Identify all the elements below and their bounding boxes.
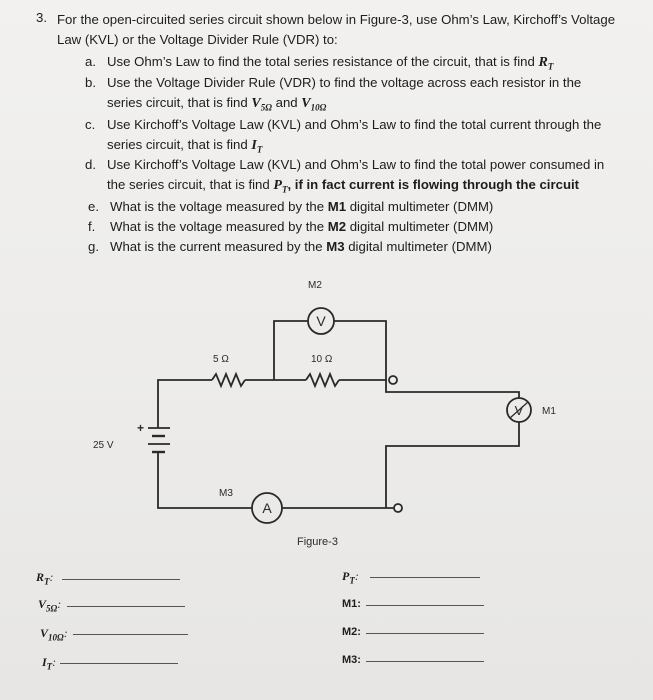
answer-subscript: T [44,576,50,587]
answer-symbol: R [36,570,45,584]
item-text: Use Ohm’s Law to find the total series resistance of the circuit, that is find [107,54,539,69]
answer-m1: M1: [342,598,361,610]
answer-line-m1[interactable] [366,605,484,606]
m2-label: M2 [308,280,322,291]
terminal-bottom [394,504,402,512]
item-label: g. [88,239,99,254]
answer-subscript: T [46,661,53,672]
m2-wire-right [334,321,386,380]
m1-symbol: V [514,403,524,418]
symbol-subscript: T [281,184,288,195]
answer-subscript: T [349,575,355,586]
symbol-2-subscript: 10Ω [310,102,327,113]
symbol: R [538,55,548,70]
answer-subscript: 10Ω [48,632,64,643]
m3-label: M3 [219,488,233,499]
meter-name: M3 [326,239,345,254]
symbol-subscript: T [547,61,554,72]
answer-symbol: V [38,597,47,611]
item-label: c. [85,117,96,132]
m2-symbol: V [316,313,326,329]
plus-sign: + [137,421,145,435]
answer-rt [36,570,54,586]
symbol: P [273,178,282,193]
source-label: 25 V [93,440,114,451]
symbol: V [251,96,261,111]
answer-line-m3[interactable] [366,661,484,662]
answer-symbol: V [40,626,49,640]
item-text-end: digital multimeter (DMM) [346,199,494,214]
meter-name: M2 [327,219,347,234]
symbol-subscript: T [256,144,263,155]
answer-colon: : [52,655,57,669]
answer-subscript: 5Ω [46,603,58,614]
figure-caption: Figure-3 [297,536,338,548]
r2-label: 10 Ω [311,354,333,365]
answer-pt [342,569,359,585]
answer-colon: : [49,570,54,584]
wire-top-left [158,380,212,428]
item-text-mid: and [271,95,302,110]
item-label: a. [85,54,96,69]
m1-wire-top [386,380,519,398]
question-number: 3. [36,10,47,25]
m3-symbol: A [262,500,272,516]
answer-it [42,655,56,671]
answer-colon: : [63,626,68,640]
m2-wire-left [274,321,308,380]
answer-line-v10[interactable] [73,634,188,635]
answer-m2: M2: [342,626,361,638]
item-text: Use Kirchoff’s Voltage Law (KVL) and Ohm’s Law to find the total power consumed in the series circuit, that is find [107,157,605,192]
resistor-5-zigzag [212,374,245,386]
item-label: e. [88,199,99,214]
answer-symbol: P [342,569,350,583]
answer-symbol: I [42,655,47,669]
question-intro: For the open-circuited series circuit shown below in Figure-3, use Ohm’s Law, Kirchoff’s Voltage Law (KVL) or the Voltage Divider Rule (VDR) to: [57,12,616,47]
item-text-end: digital multimeter (DMM) [346,219,494,234]
m1-wire-bottom [386,422,519,508]
answer-colon: : [57,597,62,611]
resistor-10-zigzag [306,374,339,386]
item-label: f. [88,219,96,234]
m1-label: M1 [542,406,556,417]
item-text: What is the voltage measured by the [110,219,328,234]
answer-v10 [40,626,68,642]
answer-v5 [38,597,61,613]
answer-line-it[interactable] [60,663,178,664]
item-text: Use Kirchoff’s Voltage Law (KVL) and Ohm’s Law to find the total current through the series circuit, that is find [107,117,602,152]
item-text: What is the current measured by the [110,239,327,254]
meter-name: M1 [327,199,347,214]
answer-line-v5[interactable] [67,606,185,607]
answer-line-m2[interactable] [366,633,484,634]
item-text-bold: , if in fact current is flowing through the circuit [287,177,580,192]
item-label: d. [85,157,96,172]
answer-line-pt[interactable] [370,577,480,578]
terminal-top [389,376,397,384]
answer-m3: M3: [342,654,361,666]
answer-line-rt[interactable] [62,579,180,580]
symbol: I [251,138,257,153]
r1-label: 5 Ω [213,354,229,365]
item-text-end: digital multimeter (DMM) [344,239,492,254]
item-label: b. [85,75,96,90]
item-text: What is the voltage measured by the [110,199,328,214]
symbol-subscript: 5Ω [260,102,272,113]
item-text: Use the Voltage Divider Rule (VDR) to find the voltage across each resistor in the series circuit, that is find [107,75,582,110]
wire-bottom-left [158,452,252,508]
symbol-2: V [301,96,311,111]
answer-colon: : [354,569,359,583]
